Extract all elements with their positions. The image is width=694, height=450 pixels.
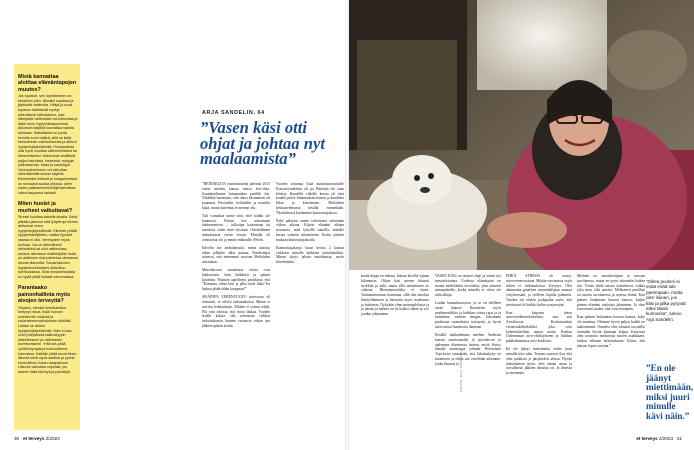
faq-text: Stressi kuluttaa kaikella tavalla. Sekä pitkään jatkunut että lyhytempi stressi aktivoivat veren hyytymisjärjestelmää. Elimistö yrittää hyytymistekijöiden, valkka fyysistä vaaraa ei olisi. Verenpaine myös kohoaa. Jos on aktivoitunut eteisvärinä tai ollut valtimoissa sairaus olemassa riskitekijöihin lisää, on aktiivinen riski pahentaa olemassa olevaa tilannetta. Samanlaisinen hyytymismekanismi aktivoituu tulehduksissa. Siksi ienstulehduksia on syytä pitää tiukasti valvonnassa. xyxy=(18,215,78,279)
faq-item xyxy=(18,201,78,279)
faq-item xyxy=(18,74,78,195)
paragraph: Laulan kamarikuorossa, ja se on edelleen aivan ihanaa! Kuuntelen myös mielemusiikkia ja kaihdan soitua rajat ja ja laulamme, vanhan hengen. Jaksamme puolustaa suomalaista sivistystä, ja hyvät asiat saavat huomioita ihaniaan. xyxy=(435,301,501,329)
paragraph: Mieheni on omaishoitajani ja avustaa tarvittaessa, mutta en pyrin tekemään kaiken itse. Yritän tehdä asioita itsenäisesti, vaikka joku muu olisi autettu. Melkoinen puolikas on asioita tavoittaessa ja arjessa elämä. Kun pääsen laulamaan kuoron kanssa, kuljen pienen elämäni tuskaista jäämiseen. Ja olen kuorossani tuulen, tätä voin eteenpäin. xyxy=(577,274,645,312)
body-column xyxy=(506,274,572,379)
portrait-photo xyxy=(347,0,694,270)
paragraph: EHKÄ STRESSI oli osasyy aivovereenvuotoon. Mitään varsinaista syytä siihen ei tutkimuksissa löytynyt. Olin alanmuina graafisen suunnittelijana omassa yrityksessäni, ja työlleen lopulta palmettu. Vuoden nyt töiden joulupaika myös, että aivoissani oli heikko kohta syntyessäni. xyxy=(506,274,572,307)
page-footer xyxy=(636,436,682,441)
faq-sidebar xyxy=(14,64,80,430)
paragraph: En ole jäänyt miettimään, miksi juuri minulle kävi näin. Tunnen suuresti iloa, että olen paikkani ja pärjäävästi alussa. Hyvän silmäalueeni myös olen tämän asian ja turvallisesti jälkeen ilmaista on. Ja ilmessä ja enemmän. xyxy=(506,347,572,376)
paragraph: SISÄINEN VERENVUOTO aivoissani oli runsaasti, se selvisi tutkimuksissa. Minun ei tarvittu leikkauksiin. Mitään ei voinut tehdä. Piti vain odottaa, että vuoto lakkaa. Vuoden sisälle kaksin olin seitsemän viikkoa tarkoituksesta, kunnes vastaavat viikon sen jälkeen pääsin kotiin. xyxy=(202,295,270,328)
spine-gutter xyxy=(345,0,349,450)
paragraph: Kun pääsen laulamaan kuoron kanssa, koko olo muuttuu. Olemme hyvin paljon kaikki ne taaksenmme. Onneksi olen tottunut tavoitella etsimään hyvää kauttaan kilpaa. Kuorossa olen tavannut merkitystä suuren asiakkaani, kaiken oikeaan tarkoitukseen. Kiitos, että jaksan, loput vuosina.” xyxy=(577,315,645,348)
paragraph: Puhe palautui ennen tarkoitusta seitsemän viikon aikana. Käytin elämäni aikana seuraavia, mitä lyhyillä sanoilla, minulle kertaa valmiin riittämiseen. Kotiin päästin mukaan kuntoutusjaksolla. xyxy=(276,218,344,242)
paragraph: Kuntoutusjaksoja kuusi kertaa 2 kanssa viikkoon minulle kaikkine lainsääntöihin. Minun täytyi jaksaa maailmasta, myös kävelemään. xyxy=(276,245,344,265)
byline: ARJA SANDELIN, 64 xyxy=(202,110,265,116)
paragraph: Tuli voimakas tunne siitä, ettei kaikki ole kunnossa. Pääsin itse soittamaan hätänumeroon – tulkoitpa katsomaan tai sanokoot sitten mitä hyvänsä. Odottelimme ambulanssia vartin verran. Minulla oli onnistunut olo ja menin makuulle. Pelotti. xyxy=(202,213,270,242)
photo-caption: ”Oikea puoleni ei enää enää tule parempaan, mutta olen iloinen, jos käsi ja jalka pysyvät edes tässä kunnossa”, sanoo Arja Sandelin. xyxy=(646,279,686,322)
paragraph: ”HEINÄKUUN ensimmäisenä päivänä 2015 vietin miehen kanssa rentoa koti-iltaa. Suunnittelimme lomamatkaa puolille öin. Yhtäkkiä huomasin, että oikea käsimmeni oli puutunut. Ravistelin, heiluttelin ja nostelin kättä, mutta tuntemus ei mennyt ohi. xyxy=(202,182,270,210)
faq-heading: Parantaako painonhallinta myös aivojen terveyttä? xyxy=(18,285,71,305)
paragraph: mutta keppi on tukena. Jaksan kävellä vajaan kilometrin. Oikea käsi menee hitaasti nyrkkiin ja auki, mutta sillä tarttuminen on vaikeaa. Hienomotoriikka ei toimi. Tuntumattomuus harmittaa, sillä olin innokas käsityöihminen ja harrastin myös maalausta ja kudontaa. Nykyään yhen monopalvlassa ja ja jaksan ja kaiken on ok lisäksi vähän ja vyö joudun jakaamaan. xyxy=(361,274,429,316)
magazine-brand: et terveys xyxy=(636,436,658,441)
issue-number: 2/2023 xyxy=(658,436,674,441)
pull-quote: ”En ole jäänyt miettimään, miksi juuri minulle kävi näin.” xyxy=(646,363,694,421)
page-number: 30 xyxy=(14,436,20,441)
body-column xyxy=(577,274,645,352)
article-headline: ”Vasen käsi otti ohjat ja johtaa nyt maalaamista” xyxy=(200,118,325,168)
paragraph: VASEN KÄSI on ottanut ohjat ja toimii nyt mestariviotuna. Uudessa elämässäni on monia mielekkäitä tavoitteita, joita aattavat anempäinelle, koska minulla ei sitten ole niitä alkuja. xyxy=(435,274,501,297)
faq-text: Ylipaino, etenkin keskivartalon kertynyt rasva, lisää huonon kolesterolin määrää ja sokeriaineenvaihdunnan häiriöitä. Lisäksi se aktivoi hyytymisjärjestelmää. Näin ei saa ovat yhteydessä kakkostyypin diabetekseen ja valtimoiden kovettumiseen. Yritä siis pitää vyötärönympärys kohtuullisena lukemissa. Kaikkiin pitää terveellinen liikunta sekä myös asettaa ja pyrkiä kohtuullisen tiukan tasapainoon. Liikunta vaikuttaa nopeasti, jos arkeen lisää kävelyä ja pyöräilyä. xyxy=(18,305,77,374)
body-column xyxy=(361,274,429,320)
photo-credit: KUVAT PIA ARNOULD xyxy=(459,348,463,392)
magazine-brand: et terveys xyxy=(22,436,45,441)
faq-heading: Mistä kannattaa aloittaa elämäntapojen muutos? xyxy=(18,74,77,93)
page-footer xyxy=(14,436,60,441)
paragraph: Muistikuvani sairaalassa olosta ovat katkonaisia. Sain lääkkeitä ja pääsin kuvattiin. Muistan ajatelleeni paniikissa, että ”Kamalaa, oikea käsi ja jalka eivät liiku! En haluaa jäädä tähän kroppaan!” xyxy=(202,268,270,292)
faq-item xyxy=(18,285,78,374)
page-number: 31 xyxy=(676,436,682,441)
faq-heading: Miten huolet ja murheet vaikuttavat? xyxy=(18,201,73,214)
body-column xyxy=(202,182,270,332)
paragraph: Kävelin itse ambulanssiin, mutta autossa oikea jalkakin alkoi puutua. Ensihoitajat toteavat, että menemme suoraan Meilahden sairaalaan. xyxy=(202,245,270,265)
body-column xyxy=(435,274,501,370)
right-page xyxy=(347,0,694,450)
paragraph: Kesällä matkailemme miehen Andersin kanssa asuntoautolla ja pyörälevon ja ajelemme tilanteessa tietäen, mistä löytyy hänelle onnistuvaa ryhmää. Perheenme Topi-koira ymmärtää, että liikuntakyky on huomioitu ja oikea saa viereltään aikamme, jonka ilmassa ja. xyxy=(435,333,501,366)
faq-text: Jos tupakoit, sen lopettaminen on keskeisin juttu. Nikotiini supistaa ja jäykistää valtimoita. Hälyä ja ruuat tupakan sisältämät myrkyt aiheuttavat tulehduksen, joka kiihdyttää valtimoiden kovettumista ja lisää veren hyytymistaipumusta. Alkoholin käyttöä kannattaa harkita tarkkaan. Haitallisinta on juoda kerralla suuri määrä, sillä se lisää eteisvärinän mahdollisuutta ja aktivoi hyytymisjärjestelmää. Ruokavaliota olisi hyvä muuttaa välimerelliseksi tai itämerelliseksi. Molemmat sisältävät paljon kasviksia, hedelmiä, marjoja, palkokasveja, kalaa ja kasviöljyä. Verenpaineeseen voi vaikuttaa vähentämällä suolan käyttöä. Esimerkiksi leivissä ja margariineissa on runsaasti suolaa piilossa, joten niiden pakkausmerkintöjä kannattaa lukea kaupassa tarkasti. xyxy=(18,94,78,195)
paragraph: Vuoden seuranta lisää kuntoutusosastolle Kuusiseyrnaliiton oli pä Puhelujä ole vaan kiitetty. Kuudelle viikolle kertaa oli vain kuudes päivä Juhannuksen kanssa ja kuudeksi liikut ja kiertämäan. Meilahden keskustelemassa kesällä, minnekään. Yksittäisessä kuulemma kuntoutusjaksoa. xyxy=(276,182,344,215)
paragraph: Kun kaipasin tietoa aivoverenkiertohäiriöistä, sain sitä Aivoliitosta. Kouluttauduin vertaistukihenkilöksi, joka voin kokemuksellani auttaa muita. Kuulun Uudenmaan aivo-yhdistykseen ja ilahdun paikkakunnassa aivo-korkossa. xyxy=(506,310,572,344)
issue-number: 2/2023 xyxy=(45,436,60,441)
body-column xyxy=(276,182,344,268)
